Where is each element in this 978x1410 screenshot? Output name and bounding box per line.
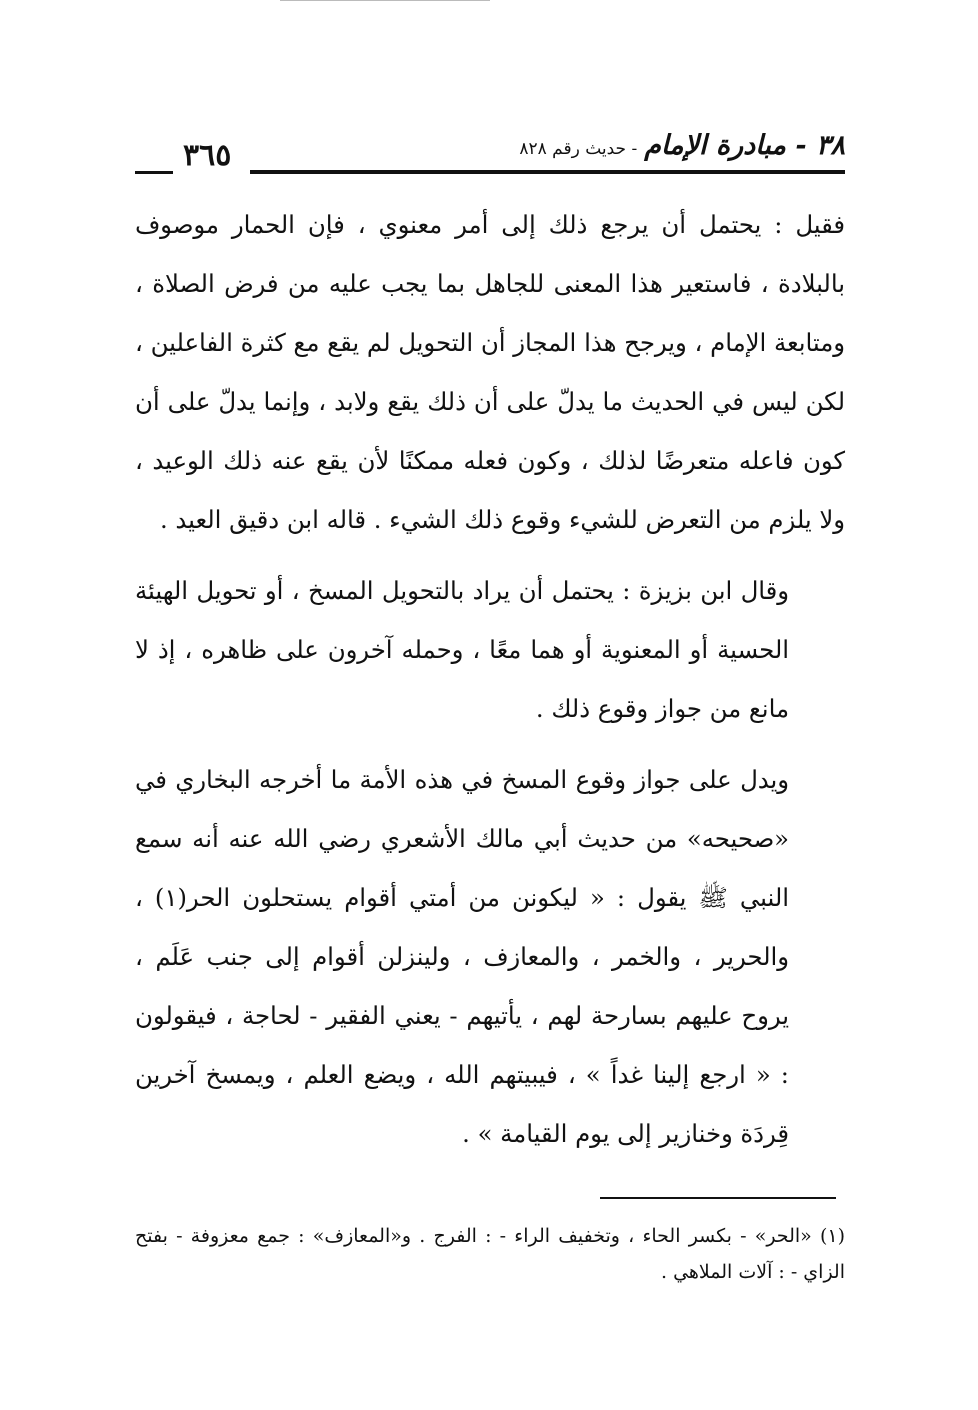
main-text bbox=[135, 195, 845, 1163]
page-number-dash bbox=[135, 171, 173, 174]
scan-edge-marks bbox=[280, 0, 490, 5]
page-number: ٣٦٥ bbox=[183, 138, 232, 173]
footnote: (١) «الحر» - بكسر الحاء ، وتخفيف الراء - : الفرج . و«المعازف» : جمع معزوفة - بفتح الزاي - : آلات الملاهي . bbox=[135, 1225, 845, 1283]
paragraph: وقال ابن بزيزة : يحتمل أن يراد بالتحويل المسخ ، أو تحويل الهيئة الحسية أو المعنوية أو هما معًا ، وحمله آخرون على ظاهره ، إذ لا مانع من جواز وقوع ذلك . bbox=[135, 576, 789, 723]
paragraph: فقيل : يحتمل أن يرجع ذلك إلى أمر معنوي ، فإن الحمار موصوف بالبلادة ، فاستعير هذا المعنى للجاهل بما يجب عليه من فرض الصلاة ، ومتابعة الإمام ، ويرجح هذا المجاز أن التحويل لم يقع مع كثرة الفاعلين ، لكن ليس في الحديث ما يدلّ على أن ذلك يقع ولابد ، وإنما يدلّ على أن كون فاعله متعرضًا لذلك ، وكون فعله ممكنًا لأن يقع عنه ذلك الوعيد ، ولا يلزم من التعرض للشيء وقوع ذلك الشيء . قاله ابن دقيق العيد . bbox=[135, 210, 845, 534]
footnote-separator bbox=[600, 1197, 836, 1199]
chapter-title: ٣٨ - مبادرة الإمام bbox=[644, 130, 845, 161]
running-head bbox=[519, 130, 845, 161]
paragraph: ويدل على جواز وقوع المسخ في هذه الأمة ما أخرجه البخاري في «صحيحه» من حديث أبي مالك الأشعري رضي الله عنه أنه سمع النبي ﷺ يقول : « ليكونن من أمتي أقوام يستحلون الحر(١) ، والحرير ، والخمر ، والمعازف ، ولينزلن أقوام إلى جنب عَلَم ، يروح عليهم بسارحة لهم ، يأتيهم - يعني الفقير - لحاجة ، فيقولون : « ارجع إلينا غداً » ، فيبيتهم الله ، ويضع العلم ، ويمسخ آخرين قِردَة وخنازير إلى يوم القيامة » . bbox=[135, 765, 789, 1148]
hadith-reference: - حديث رقم ٨٢٨ bbox=[519, 139, 638, 159]
page-header bbox=[135, 130, 845, 180]
header-rule bbox=[250, 170, 845, 174]
